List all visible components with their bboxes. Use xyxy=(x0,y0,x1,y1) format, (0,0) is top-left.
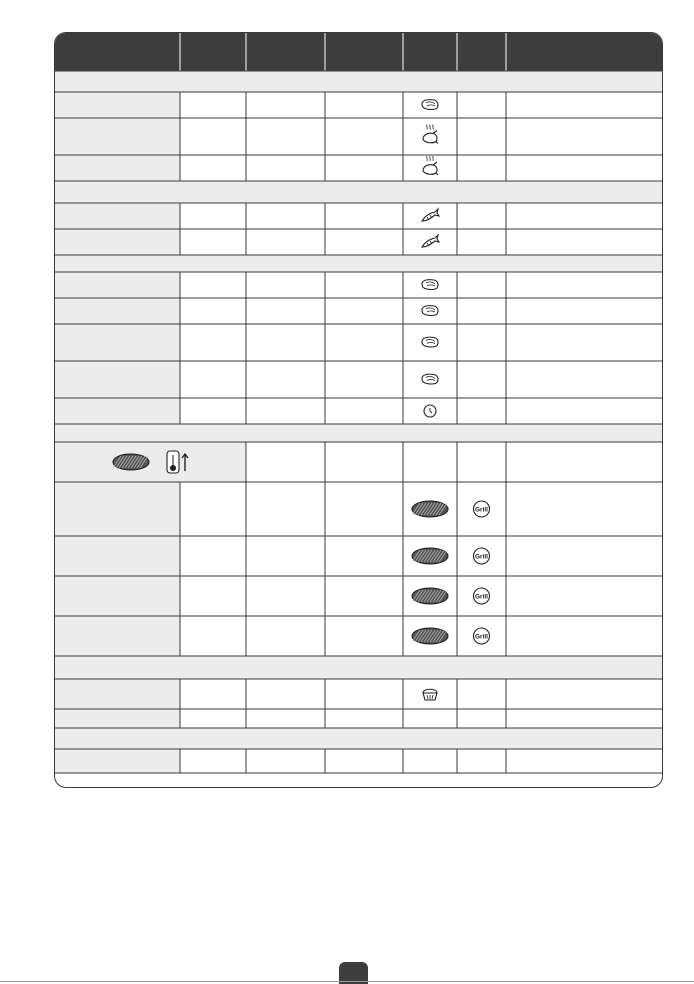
table-header xyxy=(55,33,663,71)
meat-icon xyxy=(422,100,438,110)
grill-button-label: Grill xyxy=(474,553,489,561)
food-label-cell xyxy=(55,92,180,118)
food-label-cell xyxy=(55,679,180,709)
food-label-cell xyxy=(55,272,180,298)
food-label-cell xyxy=(55,298,180,324)
grill-plate-icon xyxy=(412,588,448,604)
grill-plate-icon xyxy=(113,454,149,470)
poultry-icon xyxy=(423,125,438,144)
section-header xyxy=(55,656,663,679)
section-header xyxy=(55,181,663,203)
meat-icon xyxy=(422,280,438,290)
timer-icon xyxy=(424,405,436,417)
grill-plate-icon xyxy=(412,501,448,517)
food-label-cell xyxy=(55,118,180,155)
food-label-cell xyxy=(55,709,180,728)
footer-rule xyxy=(0,981,694,982)
thermometer-rise-icon xyxy=(167,451,188,473)
food-label-cell xyxy=(55,749,180,773)
cooking-table xyxy=(54,32,663,788)
food-label-cell xyxy=(55,398,180,424)
food-label-cell xyxy=(55,576,180,616)
grill-button-label: Grill xyxy=(474,593,489,601)
food-label-cell xyxy=(55,155,180,181)
grill-plate-icon xyxy=(412,628,448,644)
food-label-cell xyxy=(55,203,180,229)
food-label-cell xyxy=(55,324,180,361)
poultry-icon xyxy=(423,156,438,175)
food-label-cell xyxy=(55,229,180,255)
meat-icon xyxy=(422,306,438,316)
food-label-cell xyxy=(55,536,180,576)
section-header xyxy=(55,424,663,442)
cooking-table-grid xyxy=(55,33,663,788)
section-header xyxy=(55,728,663,749)
section-header xyxy=(55,255,663,272)
grill-plate-icon xyxy=(412,548,448,564)
grill-button-label: Grill xyxy=(474,506,489,514)
fish-icon xyxy=(422,209,439,221)
meat-icon xyxy=(422,374,438,384)
cake-icon xyxy=(423,689,437,700)
meat-icon xyxy=(422,337,438,347)
food-label-cell xyxy=(55,616,180,656)
food-label-cell xyxy=(55,482,180,536)
section-header xyxy=(55,71,663,92)
fish-icon xyxy=(422,235,439,247)
food-label-cell xyxy=(55,361,180,398)
preheat-cell xyxy=(55,442,246,482)
grill-button-label: Grill xyxy=(474,633,489,641)
